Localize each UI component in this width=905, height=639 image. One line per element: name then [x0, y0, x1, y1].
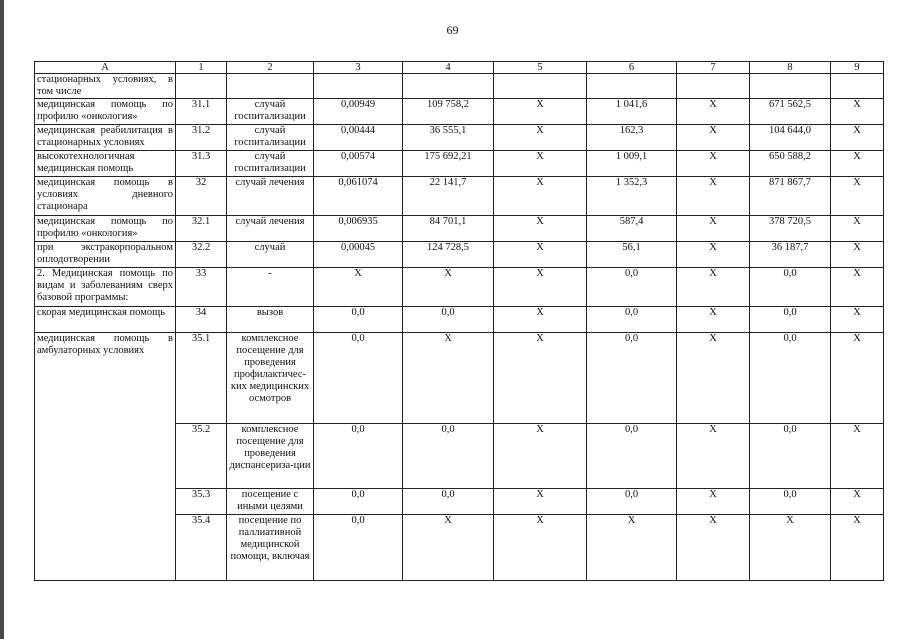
value-cell: 0,0 [750, 307, 831, 333]
value-cell: Х [677, 242, 750, 268]
value-cell: 0,0 [587, 307, 677, 333]
value-cell: Х [677, 151, 750, 177]
value-cell: 0,0 [750, 489, 831, 515]
value-cell: 587,4 [587, 216, 677, 242]
value-cell: Х [831, 125, 884, 151]
value-cell: Х [403, 268, 494, 307]
row-number: 35.3 [176, 489, 227, 515]
row-number [176, 74, 227, 99]
unit-cell: комплексное посещение для проведения профилактичес-ких медицинских осмотров [227, 333, 314, 424]
header-row [35, 62, 884, 74]
row-number: 31.2 [176, 125, 227, 151]
value-cell: 175 692,21 [403, 151, 494, 177]
unit-cell: - [227, 268, 314, 307]
value-cell: Х [677, 515, 750, 581]
page-number: 69 [446, 23, 459, 37]
value-cell: Х [677, 268, 750, 307]
value-cell: Х [314, 268, 403, 307]
value-cell: 0,00444 [314, 125, 403, 151]
row-number: 35.2 [176, 424, 227, 489]
value-cell: 0,0 [314, 489, 403, 515]
header-cell: 3 [314, 62, 403, 74]
value-cell: 124 728,5 [403, 242, 494, 268]
value-cell: 22 141,7 [403, 177, 494, 216]
value-cell: 0,0 [314, 333, 403, 424]
row-label: высокотехнологичная медицинская помощь [35, 151, 176, 177]
header-cell: 1 [176, 62, 227, 74]
header-cell: 4 [403, 62, 494, 74]
value-cell: Х [677, 99, 750, 125]
value-cell: 109 758,2 [403, 99, 494, 125]
header-cell: А [35, 62, 176, 74]
header-cell: 5 [494, 62, 587, 74]
value-cell: Х [494, 424, 587, 489]
value-cell: Х [494, 515, 587, 581]
value-cell: 0,0 [403, 489, 494, 515]
value-cell: 1 352,3 [587, 177, 677, 216]
table-row [35, 125, 884, 151]
value-cell: 0,0 [750, 424, 831, 489]
value-cell [314, 74, 403, 99]
value-cell: Х [831, 216, 884, 242]
value-cell: 0,00949 [314, 99, 403, 125]
value-cell: 162,3 [587, 125, 677, 151]
header-cell: 7 [677, 62, 750, 74]
value-cell: Х [831, 177, 884, 216]
value-cell: Х [494, 242, 587, 268]
table-row [35, 177, 884, 216]
unit-cell: вызов [227, 307, 314, 333]
table-row [35, 307, 884, 333]
value-cell: Х [494, 99, 587, 125]
row-label: 2. Медицинская помощь по видам и заболеваниям сверх базовой программы: [35, 268, 176, 307]
value-cell: 378 720,5 [750, 216, 831, 242]
value-cell: Х [403, 515, 494, 581]
value-cell: Х [403, 333, 494, 424]
value-cell: Х [494, 307, 587, 333]
value-cell: Х [494, 216, 587, 242]
value-cell [677, 74, 750, 99]
value-cell: 0,0 [750, 268, 831, 307]
unit-cell: случай госпитализации [227, 151, 314, 177]
value-cell [831, 74, 884, 99]
row-number: 35.1 [176, 333, 227, 424]
value-cell: 104 644,0 [750, 125, 831, 151]
row-label: стационарных условиях, в том числе [35, 74, 176, 99]
value-cell: Х [831, 99, 884, 125]
header-cell: 8 [750, 62, 831, 74]
unit-cell: случай [227, 242, 314, 268]
table-row [35, 242, 884, 268]
value-cell: 0,00045 [314, 242, 403, 268]
unit-cell: случай лечения [227, 216, 314, 242]
data-table [34, 61, 884, 581]
value-cell: Х [494, 125, 587, 151]
value-cell: Х [494, 151, 587, 177]
table-row [35, 333, 884, 424]
value-cell: 36 555,1 [403, 125, 494, 151]
table-row [35, 151, 884, 177]
row-label: медицинская помощь в условиях дневного стационара [35, 177, 176, 216]
value-cell: Х [677, 125, 750, 151]
row-label: скорая медицинская помощь [35, 307, 176, 333]
value-cell: Х [677, 216, 750, 242]
row-number: 34 [176, 307, 227, 333]
unit-cell: случай госпитализации [227, 125, 314, 151]
header-cell: 2 [227, 62, 314, 74]
value-cell: 0,0 [403, 424, 494, 489]
unit-cell: случай лечения [227, 177, 314, 216]
unit-cell [227, 74, 314, 99]
row-number: 32.1 [176, 216, 227, 242]
value-cell: 0,0 [314, 424, 403, 489]
value-cell [750, 74, 831, 99]
row-label: медицинская помощь по профилю «онкология» [35, 99, 176, 125]
value-cell: Х [831, 307, 884, 333]
table-row [35, 216, 884, 242]
table-row [35, 99, 884, 125]
value-cell: 671 562,5 [750, 99, 831, 125]
value-cell: Х [831, 333, 884, 424]
row-number: 35.4 [176, 515, 227, 581]
value-cell: 0,0 [750, 333, 831, 424]
row-label: медицинская реабилитация в стационарных условиях [35, 125, 176, 151]
value-cell: Х [494, 333, 587, 424]
value-cell: 1 041,6 [587, 99, 677, 125]
row-label: медицинская помощь по профилю «онкология» [35, 216, 176, 242]
header-cell: 9 [831, 62, 884, 74]
value-cell [494, 74, 587, 99]
value-cell: Х [677, 424, 750, 489]
unit-cell: посещение с иными целями [227, 489, 314, 515]
value-cell: 0,061074 [314, 177, 403, 216]
header-cell: 6 [587, 62, 677, 74]
unit-cell: комплексное посещение для проведения диспансериза-ции [227, 424, 314, 489]
row-number: 33 [176, 268, 227, 307]
value-cell: 0,0 [403, 307, 494, 333]
row-label: при экстракорпоральном оплодотворении [35, 242, 176, 268]
value-cell: 1 009,1 [587, 151, 677, 177]
value-cell: Х [587, 515, 677, 581]
value-cell: 871 867,7 [750, 177, 831, 216]
unit-cell: посещение по паллиативной медицинской помощи, включая [227, 515, 314, 581]
value-cell: 0,0 [587, 268, 677, 307]
value-cell: 84 701,1 [403, 216, 494, 242]
table-row [35, 74, 884, 99]
value-cell [587, 74, 677, 99]
value-cell: Х [831, 268, 884, 307]
row-number: 31.1 [176, 99, 227, 125]
value-cell: Х [831, 424, 884, 489]
row-number: 32 [176, 177, 227, 216]
value-cell: Х [831, 489, 884, 515]
row-number: 31.3 [176, 151, 227, 177]
value-cell: 0,0 [587, 489, 677, 515]
value-cell: 0,0 [587, 424, 677, 489]
value-cell: 0,006935 [314, 216, 403, 242]
value-cell: 650 588,2 [750, 151, 831, 177]
value-cell: 0,00574 [314, 151, 403, 177]
value-cell: Х [677, 177, 750, 216]
value-cell: Х [494, 489, 587, 515]
table-row [35, 268, 884, 307]
value-cell: 0,0 [587, 333, 677, 424]
value-cell: Х [831, 515, 884, 581]
value-cell: Х [494, 268, 587, 307]
value-cell: 56,1 [587, 242, 677, 268]
value-cell: Х [677, 489, 750, 515]
unit-cell: случай госпитализации [227, 99, 314, 125]
value-cell: 0,0 [314, 307, 403, 333]
value-cell: Х [831, 151, 884, 177]
value-cell: 0,0 [314, 515, 403, 581]
value-cell: 36 187,7 [750, 242, 831, 268]
page-left-edge [0, 0, 4, 639]
row-number: 32.2 [176, 242, 227, 268]
value-cell [403, 74, 494, 99]
value-cell: Х [750, 515, 831, 581]
value-cell: Х [831, 242, 884, 268]
value-cell: Х [677, 307, 750, 333]
value-cell: Х [677, 333, 750, 424]
value-cell: Х [494, 177, 587, 216]
row-label: медицинская помощь в амбулаторных условиях [35, 333, 176, 581]
